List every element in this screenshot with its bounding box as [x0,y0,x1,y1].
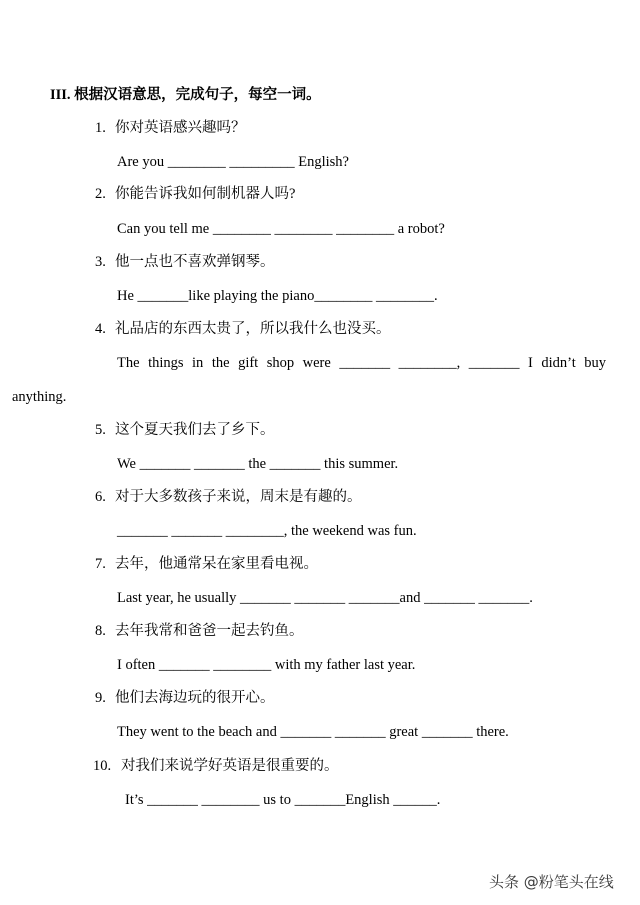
question-number: 8. [95,623,106,639]
chinese-prompt: 去年我常和爸爸一起去钓鱼。 [115,623,304,639]
question-number: 7. [95,556,106,572]
chinese-prompt: 他们去海边玩的很开心。 [115,690,275,706]
english-sentence: The things in the gift shop were _______ ________, _______ I didn’t buy [117,355,606,371]
question-number: 10. [93,758,112,774]
english-sentence: _______ _______ ________, the weekend was fun. [117,523,417,539]
chinese-prompt: 你能告诉我如何制机器人吗? [115,186,296,202]
chinese-prompt: 对于大多数孩子来说，周末是有趣的。 [115,489,362,505]
question-number: 5. [95,422,106,438]
question-number: 2. [95,186,106,202]
section-heading: III. 根据汉语意思，完成句子，每空一词。 [50,87,321,103]
chinese-prompt: 礼品店的东西太贵了，所以我什么也没买。 [115,321,391,337]
english-sentence: I often _______ ________ with my father last year. [117,657,416,673]
question-number: 4. [95,321,106,337]
question-number: 9. [95,690,106,706]
chinese-prompt: 去年，他通常呆在家里看电视。 [115,556,318,572]
english-sentence: We _______ _______ the _______ this summer. [117,456,399,472]
question-number: 6. [95,489,106,505]
english-sentence: Last year, he usually _______ _______ _______and _______ _______. [117,590,533,606]
english-sentence-continued: anything. [12,389,67,405]
english-sentence: Can you tell me ________ ________ ________ a robot? [117,221,445,237]
english-sentence: They went to the beach and _______ _______ great _______ there. [117,724,509,740]
english-sentence: It’s _______ ________ us to _______English ______. [125,792,441,808]
english-sentence: Are you ________ _________ English? [117,154,349,170]
question-number: 1. [95,120,106,136]
chinese-prompt: 他一点也不喜欢弹钢琴。 [115,254,275,270]
watermark: 头条 @粉笔头在线 [489,873,614,891]
english-sentence: He _______like playing the piano________ ________. [117,288,438,304]
chinese-prompt: 对我们来说学好英语是很重要的。 [121,758,339,774]
chinese-prompt: 你对英语感兴趣吗？ [115,120,246,136]
chinese-prompt: 这个夏天我们去了乡下。 [115,422,275,438]
question-number: 3. [95,254,106,270]
